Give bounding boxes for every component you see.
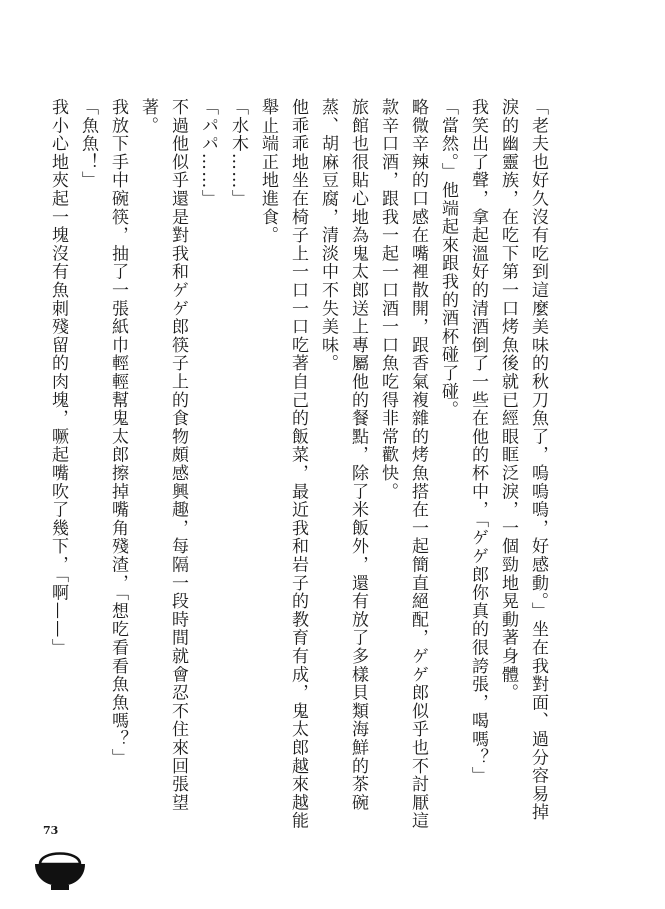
body-text <box>43 98 553 838</box>
paragraph: 略微辛辣的口感在嘴裡散開，跟香氣複雜的烤魚搭在一起簡直絕配，ゲゲ郎似乎也不討厭這款辛口酒，跟我一起一口酒一口魚吃得非常歡快。 <box>378 98 428 830</box>
paragraph: 「魚魚！」 <box>78 98 98 190</box>
paragraph: 「パパ……」 <box>198 98 218 208</box>
paragraph: 我放下手中碗筷，抽了一張紙巾輕輕幫鬼太郎擦掉嘴角殘渣，「想吃看看魚魚嗎？」 <box>108 98 128 767</box>
paragraph: 「老夫也好久沒有吃到這麼美味的秋刀魚了，嗚嗚嗚，好感動。」坐在我對面、過分容易掉淚的幽靈族，在吃下第一口烤魚後就已經眼眶泛淚，一個勁地晃動著身體。 <box>498 98 548 822</box>
paragraph: 「當然。」他端起來跟我的酒杯碰了碰。 <box>438 98 458 419</box>
paragraph: 旅館也很貼心地為鬼太郎送上專屬他的餐點，除了米飯外，還有放了多樣貝類海鮮的茶碗蒸、胡麻豆腐，清淡中不失美味。 <box>318 98 368 812</box>
page-number: 73 <box>43 824 59 837</box>
paragraph: 「水木……」 <box>228 98 248 208</box>
paragraph: 不過他似乎還是對我和ゲゲ郎筷子上的食物頗感興趣，每隔一段時間就會忍不住來回張望著。 <box>138 98 188 812</box>
rice-bowl-icon <box>30 840 90 896</box>
paragraph: 我笑出了聲，拿起溫好的清酒倒了一些在他的杯中，「ゲゲ郎你真的很誇張，喝嗎？」 <box>468 98 488 785</box>
paragraph: 我小心地夾起一塊沒有魚刺殘留的肉塊，噘起嘴吹了幾下，「啊——」 <box>48 98 68 657</box>
paragraph: 他乖乖地坐在椅子上一口一口吃著自己的飯菜，最近我和岩子的教育有成，鬼太郎越來越能舉止端正地進食。 <box>258 98 308 830</box>
